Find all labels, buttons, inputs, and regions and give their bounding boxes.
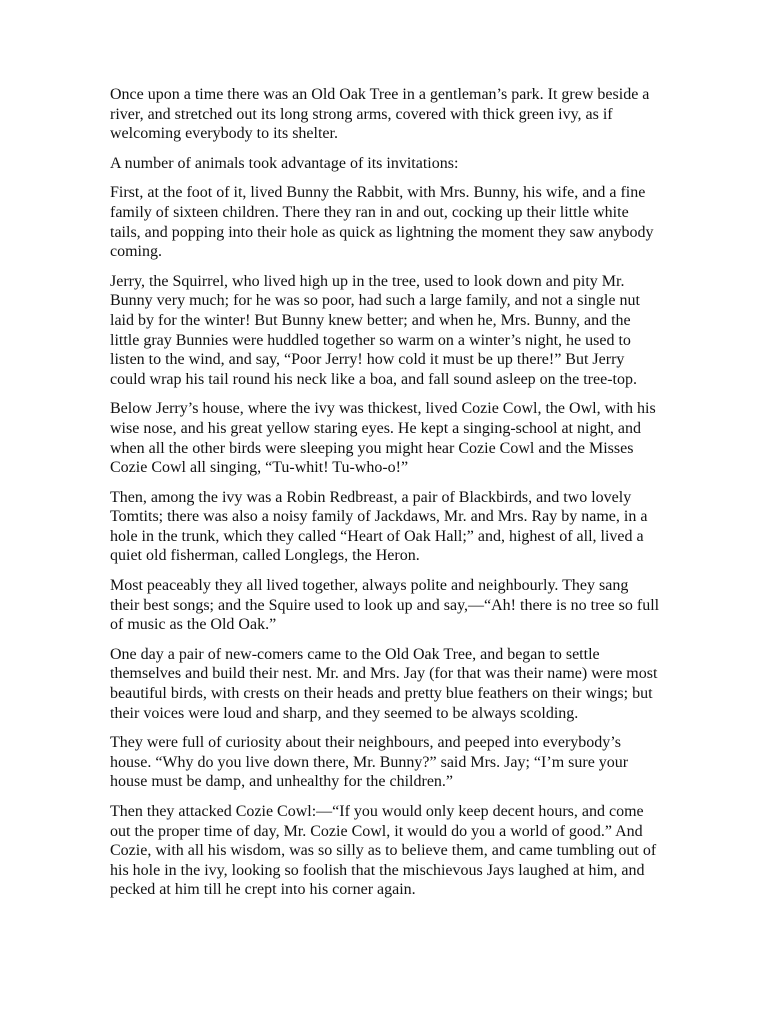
paragraph: Then they attacked Cozie Cowl:—“If you would only keep decent hours, and come out the proper time of day, Mr. Cozie Cowl, it would do you a world of good.” And Cozie, with all his wisdom, was so silly as to believe them, and came tumbling out of his hole in the ivy, looking so foolish that the mischievous Jays laughed at him, and pecked at him till he crept into his corner again. (110, 803, 657, 899)
paragraph: First, at the foot of it, lived Bunny the Rabbit, with Mrs. Bunny, his wife, and a fine family of sixteen children. There they ran in and out, cocking up their little white tails, and popping into their hole as quick as lightning the moment they saw anybody coming. (110, 184, 654, 261)
paragraph: Once upon a time there was an Old Oak Tree in a gentleman’s park. It grew beside a river, and stretched out its long strong arms, covered with thick green ivy, as if welcoming everybody to its shelter. (110, 86, 650, 143)
paragraph: Most peaceably they all lived together, always polite and neighbourly. They sang their best songs; and the Squire used to look up and say,—“Ah! there is no tree so full of music as the Old Oak.” (110, 577, 660, 634)
paragraph: A number of animals took advantage of its invitations: (110, 154, 459, 172)
paragraph: Below Jerry’s house, where the ivy was thickest, lived Cozie Cowl, the Owl, with his wise nose, and his great yellow staring eyes. He kept a singing-school at night, and when all the other birds were sleeping you might hear Cozie Cowl and the Misses Cozie Cowl all singing, “Tu-whit! Tu-who-o!” (110, 400, 656, 477)
document-page (110, 85, 660, 910)
paragraph: Then, among the ivy was a Robin Redbreast, a pair of Blackbirds, and two lovely Tomtits; there was also a noisy family of Jackdaws, Mr. and Mrs. Ray by name, in a hole in the trunk, which they called “Heart of Oak Hall;” and, highest of all, lived a quiet old fisherman, called Longlegs, the Heron. (110, 488, 648, 565)
paragraph: They were full of curiosity about their neighbours, and peeped into everybody’s house. “Why do you live down there, Mr. Bunny?” said Mrs. Jay; “I’m sure your house must be damp, and unhealthy for the children.” (110, 734, 629, 791)
paragraph: One day a pair of new-comers came to the Old Oak Tree, and began to settle themselves and build their nest. Mr. and Mrs. Jay (for that was their name) were most beautiful birds, with crests on their heads and pretty blue feathers on their wings; but their voices were loud and sharp, and they seemed to be always scolding. (110, 645, 658, 722)
paragraph: Jerry, the Squirrel, who lived high up in the tree, used to look down and pity Mr. Bunny very much; for he was so poor, had such a large family, and not a single nut laid by for the winter! But Bunny knew better; and when he, Mrs. Bunny, and the little gray Bunnies were huddled together so warm on a winter’s night, he used to listen to the wind, and say, “Poor Jerry! how cold it must be up there!” But Jerry could wrap his tail round his neck like a boa, and fall sound asleep on the tree-top. (110, 272, 640, 388)
